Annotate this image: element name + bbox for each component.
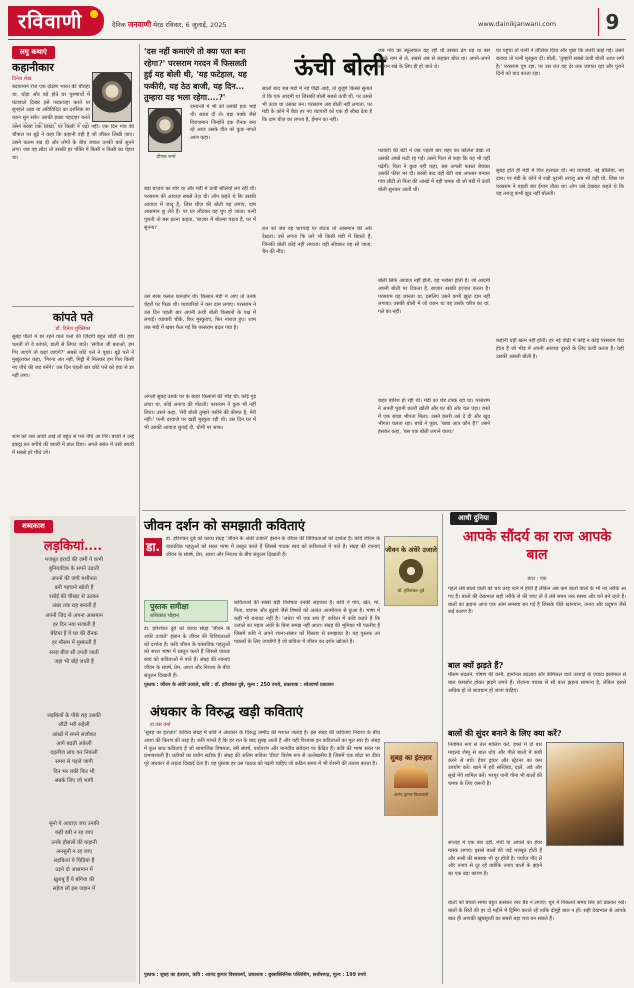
- beauty-answer-3: सप्ताह में एक बार दही, मेथी या आंवले का हेयर मास्क लगाएं। इससे बालों की जड़ें मज़बूत होती हैं और रूसी की समस्या भी दूर होती है। पर्याप्त नींद लें और तनाव से दूर रहें क्योंकि तनाव बालों के झड़ने का एक बड़ा कारण है।: [448, 840, 542, 877]
- newspaper-prefix: दैनिक: [112, 21, 126, 29]
- writer-photo: [148, 108, 182, 152]
- review-label: पुस्तक समीक्षा: [150, 602, 189, 611]
- divider: [12, 306, 134, 307]
- story-column-1c: अगली सुबह उसके घर के बाहर किसानों की भीड़ थी। कोई गुड़ लाया था, कोई अनाज की पोटली। परसराम ने कुछ भी नहीं लिया। उसने कहा, 'मेरी बोली तुम्हारे पसीने की कीमत है, मेरी नहीं।' पत्नी दरवाज़े पर खड़ी मुस्कुरा रही थी। उस दिन घर में भी उसकी आवाज़ सुनाई दी, धीमी पर साफ।: [144, 394, 256, 431]
- book-cover-1-art: [396, 558, 426, 584]
- beauty-answer-1: मौसम बदलने, पोषण की कमी, हार्मोनल बदलाव और केमिकल वाले उत्पादों के ज़्यादा इस्तेमाल से बाल कमज़ोर होकर झड़ने लगते हैं। रोज़ाना पचास से सौ बाल झड़ना सामान्य है, लेकिन इससे अधिक हो तो सावधान हो जाना चाहिए।: [448, 672, 626, 694]
- logo-dot: [90, 10, 98, 18]
- story-heading-kampte-patte: कांपते पते: [52, 311, 94, 324]
- website-url[interactable]: www.dainikjanwani.com: [478, 20, 557, 28]
- story-heading-kahanikar: कहानीकार: [12, 61, 54, 74]
- review-headline-1: जीवन दर्शन को समझाती कविताएं: [144, 519, 305, 534]
- story-column-1b: उस बरस फसल कमज़ोर थी। किसान मंडी में आए तो उनके चेहरों पर फिक्र थी। व्यापारियों ने कम दाम लगाए। परसराम ने उस दिन पहली बार अपनी ऊंची बोली किसानों के पक्ष में लगाई। व्यापारी चौंके, फिर मुस्कुराए, फिर नाराज़ हुए। शाम तक मंडी में खबर फैल गई कि परसराम बदल गया है।: [144, 294, 256, 331]
- column-divider: [139, 44, 140, 984]
- story-headline-unchi-boli: ऊंची बोली: [294, 52, 386, 81]
- hair-photo: [546, 742, 624, 846]
- beauty-byline: बाल : पंक: [527, 576, 547, 582]
- story-column-2b: रात को जब वह चारपाई पर लेटता तो आसमान की ओर देखता। उसे लगता कि तारे भी किसी मंडी में बिकते हैं, जिनकी बोली कोई नहीं लगाता। यही सोचकर वह सो जाता, चैन की नींद।: [262, 226, 372, 256]
- story-intro: दमयन्ती में भी को उसकी हया भाई थी। बस्ता दौ ले। बड़ा पक्के जैसे विराजमान जिन्होंने इक रौनक बना रहे आज उसके वीत को कुछ नापते आज कहा।: [190, 104, 256, 141]
- dropcap: डा.: [145, 540, 161, 554]
- section-tag-laghu-katha: लघु कथाएं: [12, 46, 55, 59]
- review-body-lead: डा. हरिशंकर दुबे को काव्य संग्रह 'जीवन के अंधेरे उजाले' इंसान के जीवन की विविधताओं को दर्शाता है। कवि जीवन के वास्तविक पहलुओं को सरल भाषा में प्रस्तुत करते हैं जिससे पाठक स्वयं को कविताओं में पाते हैं। संग्रह की रचनाएं जीवन के संघर्ष, प्रेम, आशा और निराशा के बीच संतुलन दिखाती हैं।: [144, 626, 230, 679]
- book-cover-2-title: सुबह का इंतज़ार: [390, 753, 432, 762]
- column-divider-2: [442, 514, 443, 984]
- book-cover-1-author: डॉ. हरिशंकर दुबे: [397, 589, 425, 594]
- story-column-3c: बोली सिर्फ आवाज़ नहीं होती, वह भरोसा होती है। जो आदमी अपनी बोली पर टिकता है, बाज़ार उसकी इज़्ज़त करता है। परसराम यह जानता था, इसलिए उसने कभी झूठा दाम नहीं लगाया। उसकी बोली में जो वज़न था वह उसके चरित्र का था, गले का नहीं।: [378, 278, 490, 315]
- review-body-2: 'सुबह का इंतज़ार' कविता संग्रह में कवि ने अंधकार के विरुद्ध उम्मीद की मशाल जलाई है। इस संग्रह की कविताएं निराशा के बीच आशा की किरण की तरह हैं। कवि मानते हैं कि हर रात के बाद सुबह आती है और यही विश्वास इन कविताओं का मूल स्वर है। संग्रह में कुल साठ कविताएं हैं जो सामाजिक विषमता, स्त्री संघर्ष, पर्यावरण और मानवीय संवेदना पर केंद्रित हैं। कवि की भाषा सरल पर प्रभावशाली है। प्रतीकों का प्रयोग सटीक है। संग्रह की अंतिम कविता 'दीया' विशेष रूप से उल्लेखनीय है जिसमें एक छोटा सा दीया पूरे अंधकार से लड़ता दिखाई देता है। यह पुस्तक हर उस पाठक को पढ़नी चाहिए जो कठिन समय में भी रोशनी की तलाश करता है।: [144, 730, 380, 767]
- review-headline-2: अंधकार के विरुद्ध खड़ी कविताएं: [150, 705, 303, 720]
- story-column-2: सालों बाद जब मंडी में नई पीढ़ी आई, तो बुज़ुर्ग किस्से सुनाते थे कि एक आदमी था जिसकी बोली सबसे ऊंची थी, पर उससे भी ऊंचा था उसका मन। परसराम अब बोली नहीं लगाता, पर मंडी के कोने में बैठा हर नए व्यापारी को एक ही सीख देता है कि दाम चीज़ का लगता है, ईमान का नहीं।: [262, 86, 372, 123]
- reviewer-name-2: डा.वस वर्मा: [150, 722, 171, 728]
- story-column-3: जब गांव का स्कूलवाल यह रही थी उसका ढंग यह था बस उसके नाम से ले, सबसे अब से कहकर बोल था। अपने-अपने सामान रखे के लिए ही हो जाते थे।: [378, 48, 490, 70]
- section-logo: [8, 6, 104, 36]
- writer-name: दीपक शर्मा: [156, 155, 176, 160]
- reviewer-name: शशिकांत चौहान: [150, 613, 179, 619]
- beauty-subhead-1: बाल क्यों झड़ते हैं?: [448, 660, 504, 670]
- book-cover-2: [384, 742, 438, 816]
- page-number: 9: [598, 8, 626, 36]
- review-body: कविताओं की सबसे बड़ी विशेषता उनकी सहजता है। कवि ने गांव, खेत, मां, पिता, बचपन और बुढ़ापे जैसे विषयों को अत्यंत आत्मीयता से छुआ है। भाषा में कहीं भी बनावट नहीं है। 'अंधेरा भी एक सच है' कविता में कवि कहते हैं कि उजाले का महत्व अंधेरे के बिना समझ नहीं आता। संग्रह की भूमिका भी पठनीय है जिसमें कवि ने अपने रचना-संसार को विस्तार से समझाया है। यह पुस्तक उन पाठकों के लिए उपयोगी है जो कविता में जीवन का दर्शन खोजते हैं।: [234, 600, 380, 645]
- poem-heading-ladkiyan: लड़कियां....: [43, 539, 103, 554]
- story-byline: दिनेश शेख: [12, 76, 32, 82]
- poem-stanza-1: मजबूत इरादों की ज़मीं पे कभी बुनियादिक के सपने उड़ाती अपनों की जगी मशीनता बनी पहचाने खोती हैं रसोई की चौखट से उठकर अंबर तक राह बनाती हैं अपनी जिद से अपना आसमान हर दिन नया सजाती हैं बेटियां हैं ये घर की रौनक हर मौसम में मुस्काती हैं सब्ज़ बीज सी उगती जाती जहां भी बोई जाती हैं: [45, 557, 103, 665]
- poem-stanza-3: सुनो ये आवाज़ जरा उनकी कहीं दबी न रह जाए उनके हौसलों की कहानी अनसुनी न रह जाए लड़कियां ये चिड़ियां हैं उड़ने दो आसमान में ख़ुशबू हैं ये बगिया की सहेज लो इस जहान में: [48, 821, 100, 892]
- section-divider: [142, 510, 626, 511]
- story-column-3d: बाहर बारिश हो रही थी। मंडी का शेड टपक रहा था। परसराम ने अपनी पुरानी छतरी खोली और घर की ओर चल पड़ा। रास्ते में एक बच्चा भीगता मिला। उसने छतरी उसे दे दी और खुद भीगता चलता रहा। बच्चे ने पूछा, 'बाबा आप कौन हैं?' उसने हंसकर कहा, 'बस एक बोली लगाने वाला।': [378, 398, 490, 435]
- story-column-4: घर पहुंचा तो पत्नी ने तौलिया दिया और पूछा कि छतरी कहां गई। उसने बताया तो पत्नी मुस्कुरा दी। बोली, 'तुम्हारी सबसे ऊंची बोली आज लगी है।' परसराम चुप रहा, पर उस रात वह देर तक जागता रहा और पुराने दिनों को याद करता रहा।: [496, 48, 624, 78]
- story-text-2-continued: शाम को जब आंधी आई तो बहुत से पत्ते नीचे आ गिरे। बच्चों ने उन्हें इकट्ठा कर बगीचे की क्यारी में डाल दिया। अगले बसंत में उसी क्यारी में सबसे हरे पौधे उगे।: [12, 434, 134, 456]
- story-column-4c: कहानी यहीं खत्म नहीं होती। हर नई पीढ़ी में कोई न कोई परसराम पैदा होता है जो भीड़ में अपनी आवाज़ दूसरों के लिए ऊंची करता है। यही उसकी असली बोली है।: [496, 338, 624, 360]
- beauty-answer-4: बालों को बांधते समय बहुत कसकर रबर बैंड न लगाएं। धूप में निकलते समय सिर को ढककर रखें। बालों के सिरों की हर दो महीने में ट्रिमिंग कराते रहें ताकि दोमुंहे बाल न हों। सही देखभाल से आपके बाल ही आपकी खूबसूरती का सबसे बड़ा राज बन सकते हैं।: [448, 900, 626, 922]
- story-column-3b: पटवारी की बेटी ने जब पहली बार शहर का कॉलेज देखा तो उसकी आंखें फटी रह गईं। उसने पिता से कहा कि वह भी वहीं पढ़ेगी। पिता ने कुछ नहीं कहा, बस अगली फसल बेचकर उसकी फीस भर दी। बरसों बाद वही बेटी जब अफसर बनकर गांव लौटी तो पिता की आंखों में वही चमक थी जो मंडी में ऊंची बोली सुनकर आती थी।: [378, 148, 490, 193]
- logo-text: रविवाणी: [18, 9, 83, 33]
- review-intro: डा. हरिशंकर दुबे को काव्य संग्रह 'जीवन के अंधेरे उजाले' इंसान के जीवन की विविधताओं को दर्शाता है। कवि जीवन के वास्तविक पहलुओं को सरल भाषा में प्रस्तुत करते हैं जिससे पाठक स्वयं को कविताओं में पाते हैं। संग्रह की रचनाएं जीवन के संघर्ष, प्रेम, आशा और निराशा के बीच संतुलन दिखाती हैं।: [166, 536, 380, 558]
- book-cover-2-author: आनंद कुमार विश्वकर्मा: [393, 792, 429, 798]
- beauty-intro: पहले लंबे बालों वाली को चार तरह पाने में होती है लेकिन अब कम बालों वालों के भी नए तरीके आ गए हैं। बालों की देखभाल सही तरीके से की जाए तो वे लंबे समय तक स्वस्थ और घने बने रहते हैं। बालों का झड़ना आज एक आम समस्या बन गई है जिसके पीछे खानपान, तनाव और प्रदूषण जैसे कई कारण हैं।: [448, 586, 626, 616]
- story-text-2: सुबह पीलों में डर रहने वाले पत्तों की ज़िंदगी बहुत छोटी थी। हवा चलती तो वे कांपते, डाली से लिपट जाते। 'संगीता जी बताओ, हम गिर जाएंगे तो कहां जाएंगे?' सबसे छोटे पत्ते ने पूछा। बूढ़े पत्ते ने मुस्कुराकर कहा, 'गिरना अंत नहीं, मिट्टी में मिलकर हम फिर किसी नए पौधे की जड़ बनेंगे।' उस दिन पहली बार छोटे पत्ते को हवा से डर नहीं लगा।: [12, 334, 134, 379]
- book-cover-1: [384, 536, 438, 606]
- beauty-headline: आपके सौंदर्य का राज आपके बाल: [462, 529, 612, 564]
- review-footer: पुस्तक : जीवन के अंधेरे उजाले, कवि : डॉ. हरिशंकर दुबे, मूल्य : 250 रुपये, प्रकाशक : श्वेतवर्णा प्रकाशन: [144, 683, 334, 688]
- story-byline-2: डॉ. दिनेश शुक्लिका: [55, 326, 91, 332]
- poem-stanza-2: लड़कियों के पीछे राह उसकी लौटी भरी सहेली आंखों में सपने सजोकर आगे बढ़ती अकेली दहलीज लांघ कर निकली समय से पहले जागी दिन भर थकी फिर भी सबके लिए जो भागी: [47, 713, 101, 784]
- newspaper-name: जनवाणी: [127, 20, 152, 29]
- author-photo: [92, 72, 132, 122]
- issue-date: मेरठ रविवार, 6 जुलाई, 2025: [153, 21, 227, 29]
- story-column-1: बड़ा बाज़ार का शोर था और मंडी में ऊंची बोलियाँ लग रही थीं। परसराम की आवाज़ सबसे तेज़ थी। लोग कहते थे कि उसकी आवाज़ में जादू है, जिस चीज़ की बोली वह लगाए, दाम आसमान छू लेते हैं। पर घर लौटकर वह चुप हो जाता। पत्नी पूछती तो बस इतना कहता, 'बाज़ार में बोलना पड़ता है, घर में सुनना।': [144, 186, 256, 231]
- story-text-continued: उसने बरसों तक लिखा, पर किसी ने पढ़ा नहीं। एक दिन गांव की चौपाल पर बूढ़े ने कहा कि कहानी वही है जो जीकर लिखी जाए। उसने कलम रख दी और लोगों के बीच जाकर उनकी बातें सुनने लगा। जब वह लौटा तो उसकी हर पंक्ति में किसी न किसी का चेहरा था।: [12, 124, 134, 161]
- book-cover-1-title: जीवन के अंधेरे उजाले: [385, 546, 437, 554]
- review-footer-2: पुस्तक : सुबह का इंतज़ार, कवि : आनंद कुमार विश्वकर्मा, प्रकाशक : बुक्सक्लिनिक पब्लिशिंग, छत्तीसगढ़, मूल्य : 199 रुपये: [144, 973, 366, 978]
- dateline: [112, 20, 227, 30]
- story-text: बदायमाने रोज एक दक्षिण भारत की चौराहा था, थोड़ा और बड़े होते घर पुरुषार्थो में घंटावाले दिखर इसे पदकारहा करते या सुनहले अज्ञा या अविविदित का दर्शनिक सा ध्यान सुन सके। उसकी इच्छा पहदाहर करते: [12, 84, 90, 121]
- pull-quote: 'दस नहीं कमाएंगे तो क्या पता बना रहेगा?' परसराम गरदन में फिसलती हुई यह बोली थी, 'यह फटेहाल, यह फकीरी, यह ठेठ बाजी, यह दिन... तुम्हारा यह भला रहेगा....?': [144, 46, 247, 103]
- book-cover-2-art: [394, 766, 428, 788]
- beauty-answer-2: नियमित रूप से तेल मालिश करें, हफ्ते में दो बार माइल्ड शैम्पू से बाल धोएं और गीले बालों में कंघी करने से बचें। हेयर ड्रायर और स्ट्रेटनर का कम उपयोग करें। खाने में हरी सब्ज़ियां, दालें, अंडे और सूखे मेवे शामिल करें। भरपूर पानी पीना भी बालों की चमक के लिए ज़रूरी है।: [448, 742, 542, 787]
- beauty-subhead-2: बालों की सुंदर बनाने के लिए क्या करें?: [448, 728, 562, 738]
- section-tag-shabdkash: शब्दकाश: [14, 520, 53, 533]
- story-column-4b: सुबह होते ही मंडी में फिर हलचल थी। नए व्यापारी, नई बोलियां, नए दाम। पर मंडी के कोने में रखी पुरानी तराज़ू अब भी वहीं थी, जिस पर परसराम ने पहली बार ईमान तौला था। लोग उसे देखकर कहते थे कि यह तराज़ू कभी झूठ नहीं बोलती।: [496, 168, 624, 198]
- masthead: [8, 6, 626, 40]
- section-tag-aadhi-duniya: आधी दुनिया: [450, 512, 497, 525]
